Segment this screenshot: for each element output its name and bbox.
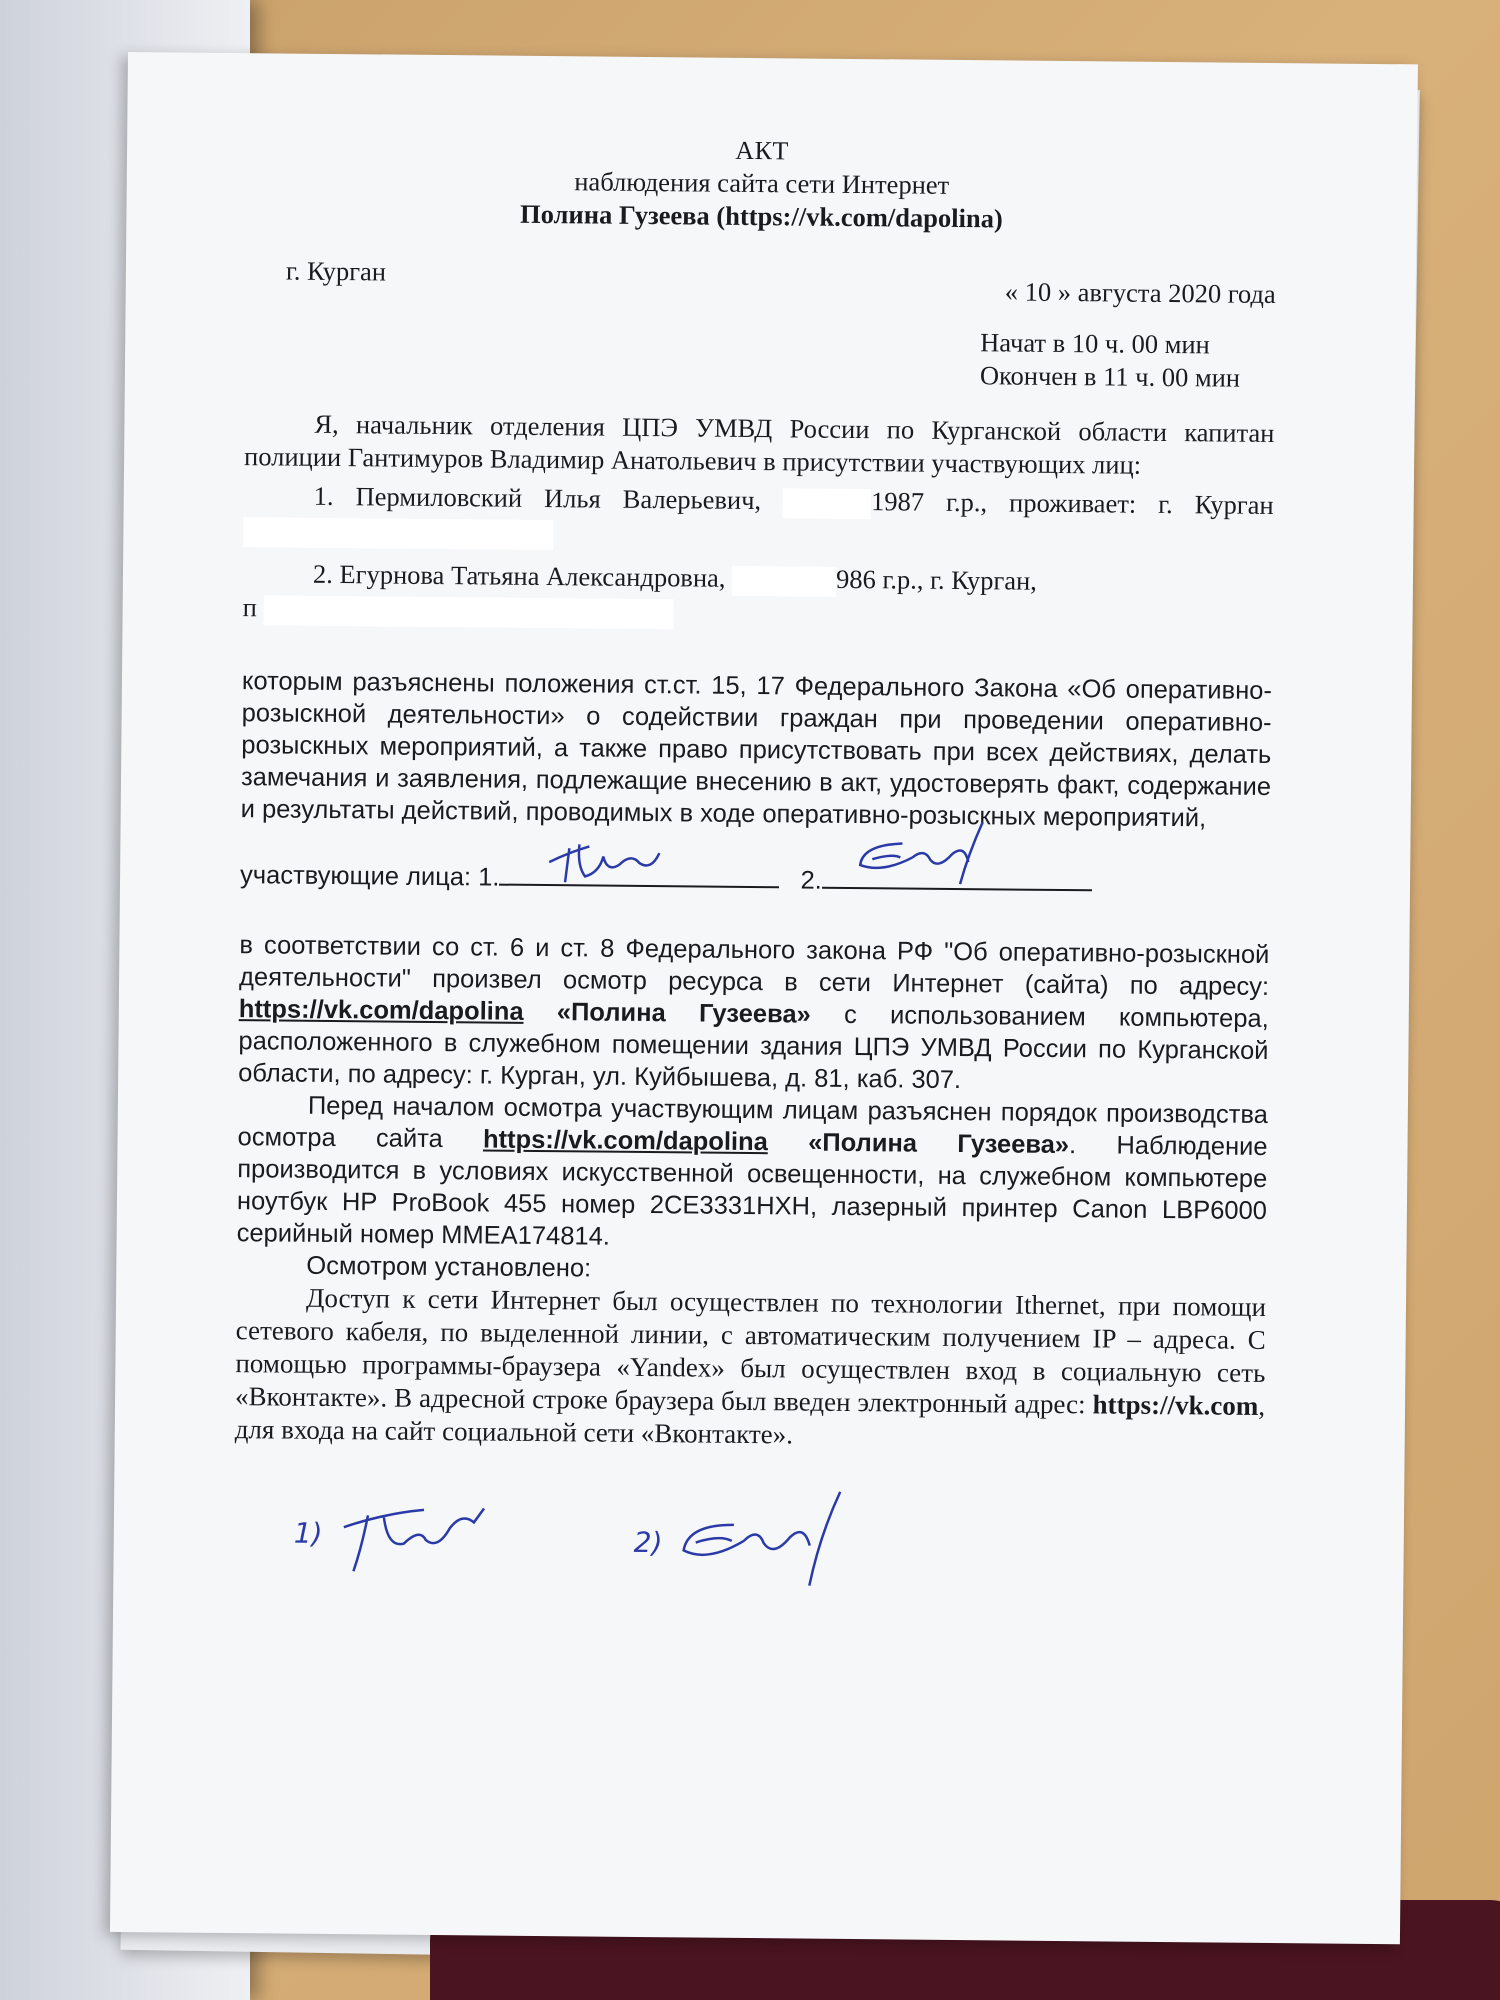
established-heading: Осмотром установлено: — [306, 1251, 592, 1283]
before-text: Перед началом осмотра участвующим лицам разъяснен порядок производства осмотра сайта — [237, 1091, 1268, 1153]
participant-1-details: 1987 г.р., проживает: г. Курган — [870, 486, 1274, 521]
footer-signatures — [233, 1486, 1264, 1616]
redacted-block — [732, 566, 836, 597]
observation-text: Наблюдение производится в условиях искусственной освещенности, на служебном компьютере ноутбук HP ProBook 455 номер 2CE3331HXH, лазерный принтер Canon LBP6000 серийный номер MMEA174814. — [236, 1131, 1268, 1251]
participants-label-2: 2. — [800, 866, 822, 895]
participants-label: участвующие лица: 1. — [239, 860, 500, 892]
document-subtitle: наблюдения сайта сети Интернет — [574, 166, 950, 200]
redacted-block — [783, 488, 871, 519]
participant-1-name: 1. Пермиловский Илья Валерьевич, — [313, 480, 762, 516]
before-paragraph — [237, 1089, 1268, 1259]
site-name-2: «Полина Гузеева» — [808, 1128, 1070, 1159]
place-date-row — [246, 254, 1276, 311]
document-content — [233, 129, 1277, 1616]
signature-1-icon — [539, 822, 680, 893]
redacted-block — [243, 517, 553, 550]
end-time: Окончен в 11 ч. 00 мин — [979, 360, 1241, 393]
footer-signature-1-icon — [333, 1487, 504, 1579]
rights-paragraph: которым разъяснены положения ст.ст. 15, 17 Федерального Закона «Об оперативно-розыскной деятельности» о содействии граждан при проведении оперативно-розыскных мероприятий, а также право присутствовать при всех действиях, делать замечания и заявления, подлежащие внесению в акт, удостоверять факт, содержание и результаты действий, проводимых в ходе оперативно-розыскных мероприятий, — [240, 666, 1273, 833]
participants-signatures — [240, 855, 1270, 915]
participant-2-name: 2. Егурнова Татьяна Александровна, — [312, 558, 726, 593]
law-text-2: с использованием компьютера, расположенного в служебном помещении здания ЦПЭ УМВД России по Курганской области, по адресу: г. Курган, ул. Куйбышева, д. 81, каб. 307. — [238, 1000, 1269, 1094]
document-date: « 10 » августа 2020 года — [1004, 276, 1276, 310]
vk-url[interactable]: https://vk.com — [1092, 1389, 1259, 1421]
footer-signature-2-icon — [663, 1480, 874, 1592]
access-text-2: , для входа на сайт социальной сети «Вконтакте». — [234, 1390, 1266, 1450]
document-city: г. Курган — [285, 255, 387, 287]
redacted-block — [263, 595, 673, 629]
site-url-link[interactable]: https://vk.com/dapolina — [238, 994, 524, 1026]
document-subject: Полина Гузеева (https://vk.com/dapolina) — [519, 198, 1003, 234]
site-url-link-2[interactable]: https://vk.com/dapolina — [482, 1125, 768, 1156]
footer-label-2: 2) — [633, 1525, 663, 1559]
participant-1 — [243, 479, 1274, 557]
access-text-1: Доступ к сети Интернет был осуществлен по технологии Ithernet, при помощи сетевого кабеля, по выделенной линии, с автоматическим получением IP – адреса. С помощью программы-браузера «Yandex» был осуществлен вход в социальную сеть «Вконтакте». В адресной строке браузера был введен электронный адрес: — [234, 1282, 1267, 1419]
intro-paragraph: Я, начальник отделения ЦПЭ УМВД России по Курганской области капитан полиции Гантимуров Владимир Анатольевич в присутствии участвующих лиц: — [243, 408, 1275, 480]
before-end: . — [1068, 1130, 1077, 1159]
signature-line-2 — [822, 860, 1092, 891]
document-title: АКТ — [735, 135, 789, 166]
signature-line-1 — [499, 857, 779, 888]
law-paragraph — [238, 929, 1269, 1099]
document-sheet — [110, 52, 1418, 1944]
start-time: Начат в 10 ч. 00 мин — [980, 327, 1210, 360]
site-name: «Полина Гузеева» — [556, 997, 811, 1029]
access-paragraph — [235, 1281, 1267, 1456]
footer-label-1: 1) — [293, 1516, 323, 1550]
participant-2-details: 986 г.р., г. Курган, — [835, 563, 1038, 596]
participant-2-address-start: п — [242, 591, 258, 623]
signature-2-icon — [842, 813, 1013, 895]
law-text-1: в соответствии со ст. 6 и ст. 8 Федерального закона РФ "Об оперативно-розыскной деятельности" произвел осмотр ресурса в сети Интернет (сайта) по адресу: — [238, 930, 1270, 1001]
